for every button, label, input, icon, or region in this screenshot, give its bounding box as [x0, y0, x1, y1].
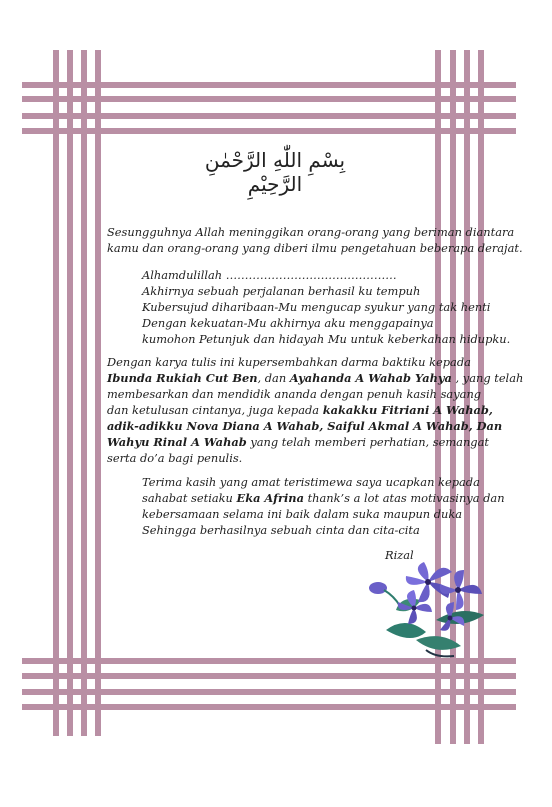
dedication-line-5: adik-adikku Nova Diana A Wahab, Saiful Akmal A Wahab, Dan	[107, 419, 503, 433]
dedication-line-7: serta do’a bagi penulis.	[107, 451, 243, 465]
dedication-line-4	[107, 402, 493, 418]
dedication-line-2-end: , yang telah	[451, 371, 524, 385]
thanks-line-1: Terima kasih yang amat teristimewa saya ucapkan kepada	[142, 475, 480, 489]
dedication-line-2-connector: , dan	[257, 371, 290, 385]
sister-name: kakakku Fitriani A Wahab,	[322, 403, 493, 417]
quran-line-1: Sesungguhnya Allah meninggikan orang-orang yang beriman diantara	[107, 225, 515, 239]
thanks-line-2-start: sahabat setiaku	[142, 491, 237, 505]
signature: Rizal	[385, 548, 414, 562]
father-name: Ayahanda A Wahab Yahya	[289, 371, 452, 385]
dedication-line-2	[107, 370, 523, 386]
friend-name: Eka Afrina	[236, 491, 304, 505]
poem-line-3: Kubersujud diharibaan-Mu mengucap syukur yang tak henti	[142, 300, 491, 314]
dedication-line-1: Dengan karya tulis ini kupersembahkan darma baktiku kepada	[107, 355, 471, 369]
dedication-line-6	[107, 434, 489, 450]
quran-line-2: kamu dan orang-orang yang diberi ilmu pengetahuan beberapa derajat.	[107, 241, 523, 255]
dedication-line-4-start: dan ketulusan cintanya, juga kepada	[107, 403, 323, 417]
poem-line-2: Akhirnya sebuah perjalanan berhasil ku tempuh	[142, 284, 421, 298]
dedication-line-3: membesarkan dan mendidik ananda dengan penuh kasih sayang	[107, 387, 482, 401]
thanks-line-2	[142, 490, 505, 506]
thanks-line-3: kebersamaan selama ini baik dalam suka maupun duka	[142, 507, 463, 521]
poem-line-1: Alhamdulillah ………………………………………	[142, 268, 397, 282]
thanks-line-2-end: thank’s a lot atas motivasinya dan	[303, 491, 505, 505]
mother-name: Ibunda Rukiah Cut Ben	[107, 371, 258, 385]
dedication-line-6-end: yang telah memberi perhatian, semangat	[246, 435, 489, 449]
flower-bouquet-icon	[366, 560, 488, 660]
poem-line-5: kumohon Petunjuk dan hidayah Mu untuk keberkahan hidupku.	[142, 332, 511, 346]
basmala-calligraphy: بِسْمِ اللّٰهِ الرَّحْمٰنِ الرَّحِيْمِ	[204, 148, 346, 196]
youngest-sibling-name: Wahyu Rinal A Wahab	[107, 435, 247, 449]
thanks-line-4: Sehingga berhasilnya sebuah cinta dan cita-cita	[142, 523, 420, 537]
poem-line-4: Dengan kekuatan-Mu akhirnya aku menggapainya	[142, 316, 434, 330]
